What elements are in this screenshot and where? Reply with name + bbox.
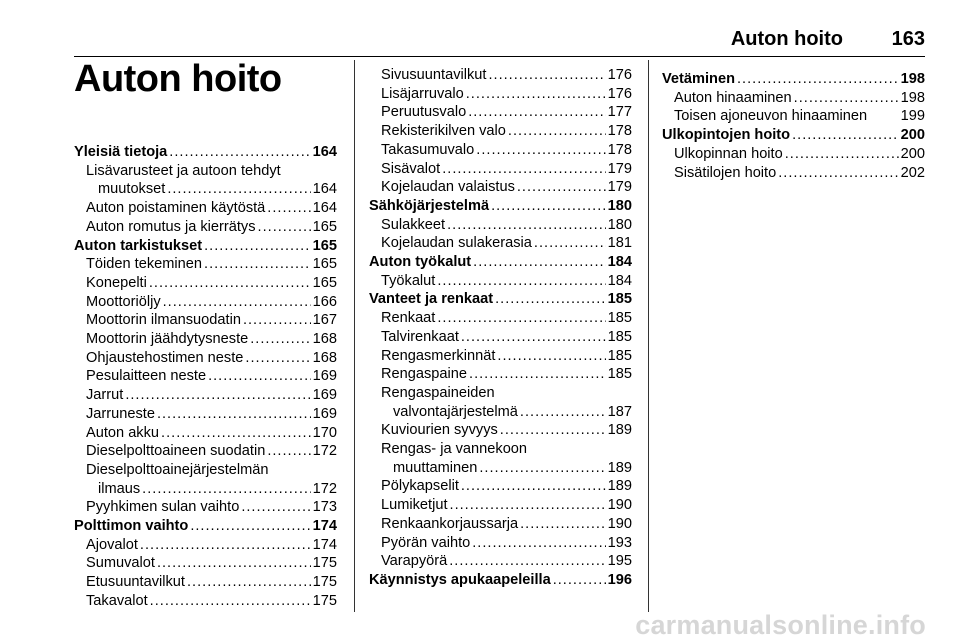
dot-leader: [241, 498, 310, 517]
toc-entry[interactable]: [369, 403, 632, 422]
dot-leader: [449, 552, 605, 571]
dot-leader: [461, 328, 606, 347]
toc-section-entry[interactable]: [369, 571, 632, 590]
toc-section-entry[interactable]: [74, 517, 337, 536]
toc-entry-label: Pölykapselit: [381, 478, 459, 495]
toc-entry-label: Auton työkalut: [369, 254, 472, 271]
toc-entry-label: muuttaminen: [393, 459, 478, 476]
toc-entry[interactable]: [662, 89, 925, 108]
toc-entry-page: 202: [900, 164, 925, 181]
toc-section-entry[interactable]: [369, 197, 632, 216]
dot-leader: [150, 592, 311, 611]
toc-entry-page: 195: [607, 553, 632, 570]
toc-entry[interactable]: [74, 480, 337, 499]
column-divider: [648, 60, 649, 612]
toc-entry-label: muutokset: [98, 181, 166, 198]
dot-leader: [437, 309, 605, 328]
dot-leader: [204, 255, 311, 274]
toc-entry-label: Kojelaudan valaistus: [381, 179, 515, 196]
toc-entry-page: 185: [607, 328, 632, 345]
dot-leader: [140, 536, 311, 555]
toc-section-entry[interactable]: [74, 237, 337, 256]
chapter-title: Auton hoito: [74, 58, 282, 100]
dot-leader: [169, 143, 310, 162]
toc-entry-page: 173: [312, 499, 337, 516]
toc-entry-label: Auton akku: [86, 424, 160, 441]
toc-entry-label: Ulkopinnan hoito: [674, 145, 783, 162]
toc-entry-page: 168: [312, 331, 337, 348]
dot-leader: [461, 477, 606, 496]
toc-entry[interactable]: [74, 442, 337, 461]
toc-entry[interactable]: [369, 496, 632, 515]
toc-entry[interactable]: [74, 330, 337, 349]
toc-entry[interactable]: [74, 180, 337, 199]
toc-entry-label: Sähköjärjestelmä: [369, 197, 490, 214]
toc-entry-label: Varapyörä: [381, 553, 448, 570]
toc-entry-label: Auton poistaminen käytöstä: [86, 200, 266, 217]
toc-section-entry[interactable]: [662, 126, 925, 145]
toc-entry[interactable]: [74, 218, 337, 237]
toc-entry-page: 185: [607, 310, 632, 327]
toc-entry-label: Ajovalot: [86, 536, 138, 553]
dot-leader: [267, 442, 310, 461]
toc-entry-label: Moottorin jäähdytysneste: [86, 331, 249, 348]
toc-entry[interactable]: [369, 66, 632, 85]
toc-entry-label: Auton hinaaminen: [674, 89, 792, 106]
toc-section-entry[interactable]: [74, 143, 337, 162]
toc-entry-label: Sisätilojen hoito: [674, 164, 777, 181]
dot-leader: [167, 180, 310, 199]
toc-entry-label: Sulakkeet: [381, 216, 446, 233]
toc-entry[interactable]: [74, 554, 337, 573]
toc-entry-page: 172: [312, 480, 337, 497]
dot-leader: [497, 347, 605, 366]
toc-entry[interactable]: [369, 216, 632, 235]
toc-entry[interactable]: [369, 178, 632, 197]
toc-entry-label: Talvirenkaat: [381, 328, 459, 345]
toc-entry-page: 185: [607, 347, 632, 364]
toc-column-3: [662, 70, 925, 182]
toc-entry[interactable]: [369, 421, 632, 440]
dot-leader: [149, 274, 311, 293]
dot-leader: [157, 554, 311, 573]
toc-section-entry[interactable]: [369, 253, 632, 272]
toc-entry-page: 165: [312, 274, 337, 291]
toc-entry-label: Polttimon vaihto: [74, 518, 189, 535]
toc-entry[interactable]: [369, 272, 632, 291]
toc-entry-page: 180: [607, 216, 632, 233]
toc-entry-page: 178: [607, 123, 632, 140]
toc-entry-label: Auton romutus ja kierrätys: [86, 218, 256, 235]
toc-entry[interactable]: [369, 459, 632, 478]
dot-leader: [495, 290, 606, 309]
toc-entry-label: Toisen ajoneuvon hinaaminen: [674, 108, 868, 125]
column-divider: [354, 60, 355, 612]
toc-entry-page: 165: [312, 256, 337, 273]
toc-entry-page: 174: [312, 518, 337, 535]
dot-leader: [245, 349, 310, 368]
toc-entry-page: 193: [607, 534, 632, 551]
toc-entry-label: Sumuvalot: [86, 555, 155, 572]
toc-entry[interactable]: [74, 424, 337, 443]
toc-entry-page: 179: [607, 160, 632, 177]
dot-leader: [468, 103, 605, 122]
toc-entry-label: Peruutusvalo: [381, 104, 467, 121]
toc-entry-label: Takasumuvalo: [381, 141, 475, 158]
dot-leader: [785, 145, 899, 164]
toc-entry[interactable]: [369, 328, 632, 347]
dot-leader: [447, 216, 606, 235]
toc-entry-page: 178: [607, 141, 632, 158]
toc-entry-page: 169: [312, 368, 337, 385]
dot-leader: [163, 293, 311, 312]
toc-entry[interactable]: [662, 164, 925, 183]
toc-entry[interactable]: [74, 461, 337, 480]
dot-leader: [520, 515, 606, 534]
toc-entry-label: Rengasmerkinnät: [381, 347, 496, 364]
dot-leader: [500, 421, 606, 440]
toc-entry-label: Kojelaudan sulakerasia: [381, 235, 532, 252]
toc-entry[interactable]: [369, 384, 632, 403]
toc-entry[interactable]: [74, 592, 337, 611]
toc-entry[interactable]: [369, 141, 632, 160]
toc-entry-page: 190: [607, 515, 632, 532]
toc-entry-page: 164: [312, 144, 337, 160]
toc-column-2: [369, 66, 632, 590]
dot-leader: [517, 178, 606, 197]
toc-entry-page: 198: [900, 71, 925, 87]
dot-leader: [187, 573, 311, 592]
dot-leader: [553, 571, 606, 590]
toc-column-1: [74, 143, 337, 611]
toc-entry-page: 200: [900, 127, 925, 144]
dot-leader: [737, 70, 899, 89]
dot-leader: [472, 534, 605, 553]
toc-entry-page: 176: [607, 85, 632, 102]
toc-entry-label: Lisäjarruvalo: [381, 85, 464, 102]
toc-entry-label: Lisävarusteet ja autoon tehdyt: [86, 162, 281, 179]
toc-entry-page: 172: [312, 443, 337, 460]
toc-entry[interactable]: [662, 145, 925, 164]
dot-leader: [450, 496, 606, 515]
dot-leader: [190, 517, 310, 536]
toc-entry[interactable]: [369, 160, 632, 179]
toc-entry[interactable]: [369, 477, 632, 496]
toc-entry-label: Jarrut: [86, 387, 124, 404]
dot-leader: [125, 386, 310, 405]
dot-leader: [208, 367, 311, 386]
toc-entry[interactable]: [369, 365, 632, 384]
dot-leader: [778, 164, 898, 183]
dot-leader: [534, 234, 606, 253]
dot-leader: [243, 311, 311, 330]
toc-entry-label: Rengas- ja vannekoon: [381, 441, 528, 458]
page-number: 163: [891, 28, 925, 50]
toc-entry-page: 174: [312, 536, 337, 553]
dot-leader: [488, 66, 605, 85]
toc-entry-page: 196: [607, 571, 632, 588]
toc-entry-label: Renkaankorjaussarja: [381, 515, 519, 532]
dot-leader: [491, 197, 606, 216]
toc-entry[interactable]: [74, 311, 337, 330]
toc-entry[interactable]: [74, 498, 337, 517]
toc-section-entry[interactable]: [662, 70, 925, 89]
toc-entry[interactable]: [662, 107, 925, 126]
toc-entry-page: 170: [312, 424, 337, 441]
toc-entry-page: 165: [312, 237, 337, 254]
toc-entry-label: valvontajärjestelmä: [393, 403, 518, 420]
running-title: Auton hoito: [730, 28, 843, 50]
toc-entry-page: 189: [607, 459, 632, 476]
toc-entry[interactable]: [74, 349, 337, 368]
toc-entry-label: Kuviourien syvyys: [381, 422, 498, 439]
toc-entry-label: Rengaspaine: [381, 366, 468, 383]
dot-leader: [267, 199, 310, 218]
toc-entry[interactable]: [369, 234, 632, 253]
toc-entry[interactable]: [369, 85, 632, 104]
toc-entry-page: 180: [607, 197, 632, 214]
toc-entry-label: Dieselpolttoaineen suodatin: [86, 443, 266, 460]
toc-entry[interactable]: [74, 199, 337, 218]
toc-entry-label: Jarruneste: [86, 405, 155, 422]
toc-entry-page: 185: [607, 366, 632, 383]
toc-entry-label: Ohjaustehostimen neste: [86, 349, 244, 366]
toc-entry-page: 166: [312, 293, 337, 310]
toc-entry-label: Renkaat: [381, 310, 436, 327]
toc-entry-label: Moottorin ilmansuodatin: [86, 312, 241, 329]
toc-section-entry[interactable]: [369, 290, 632, 309]
toc-entry[interactable]: [369, 534, 632, 553]
dot-leader: [142, 480, 310, 499]
toc-entry-page: 165: [312, 218, 337, 235]
toc-entry-page: 187: [607, 403, 632, 420]
toc-entry[interactable]: [74, 255, 337, 274]
toc-entry-page: 168: [312, 349, 337, 366]
toc-entry-page: 184: [607, 272, 632, 289]
toc-entry[interactable]: [369, 103, 632, 122]
dot-leader: [442, 160, 605, 179]
toc-entry[interactable]: [369, 440, 632, 459]
toc-entry-page: 198: [900, 89, 925, 106]
toc-entry-label: Sisävalot: [381, 160, 441, 177]
toc-entry-label: Takavalot: [86, 592, 148, 609]
dot-leader: [476, 141, 605, 160]
dot-leader: [204, 237, 311, 256]
toc-entry-page: 199: [900, 108, 925, 125]
toc-entry-label: Rengaspaineiden: [381, 384, 495, 401]
toc-entry-label: Pyyhkimen sulan vaihto: [86, 499, 240, 516]
toc-entry[interactable]: [369, 347, 632, 366]
toc-entry-label: Sivusuuntavilkut: [381, 67, 487, 83]
toc-entry-label: Käynnistys apukaapeleilla: [369, 571, 551, 588]
dot-leader: [258, 218, 311, 237]
running-header: [74, 26, 925, 57]
toc-entry-label: Vetäminen: [662, 71, 735, 87]
toc-entry-page: 164: [312, 181, 337, 198]
toc-entry-label: Töiden tekeminen: [86, 256, 203, 273]
toc-entry-page: 169: [312, 405, 337, 422]
toc-entry-page: 175: [312, 555, 337, 572]
toc-entry[interactable]: [74, 274, 337, 293]
toc-entry-page: 176: [607, 67, 632, 83]
toc-entry[interactable]: [369, 309, 632, 328]
watermark: carmanualsonline.info: [635, 610, 926, 640]
toc-entry-page: 175: [312, 574, 337, 591]
toc-entry-label: Rekisterikilven valo: [381, 123, 506, 140]
toc-entry-label: Pyörän vaihto: [381, 534, 471, 551]
dot-leader: [161, 424, 311, 443]
toc-entry-label: Etusuuntavilkut: [86, 574, 185, 591]
toc-entry-label: Ulkopintojen hoito: [662, 127, 791, 144]
toc-entry[interactable]: [369, 515, 632, 534]
toc-entry[interactable]: [74, 386, 337, 405]
toc-entry-page: 164: [312, 200, 337, 217]
toc-entry[interactable]: [74, 536, 337, 555]
toc-entry-label: ilmaus: [98, 480, 141, 497]
dot-leader: [466, 85, 606, 104]
toc-entry-page: 184: [607, 254, 632, 271]
toc-entry-page: 200: [900, 145, 925, 162]
toc-entry-page: 189: [607, 478, 632, 495]
toc-entry[interactable]: [369, 552, 632, 571]
dot-leader: [792, 126, 899, 145]
toc-entry-page: 189: [607, 422, 632, 439]
toc-entry-label: Yleisiä tietoja: [74, 144, 168, 160]
toc-entry[interactable]: [369, 122, 632, 141]
toc-entry-page: 181: [607, 235, 632, 252]
dot-leader: [794, 89, 899, 108]
toc-entry-page: 190: [607, 497, 632, 514]
toc-entry-label: Vanteet ja renkaat: [369, 291, 494, 308]
toc-entry-page: 185: [607, 291, 632, 308]
toc-entry-page: 167: [312, 312, 337, 329]
dot-leader: [508, 122, 606, 141]
dot-leader: [250, 330, 310, 349]
toc-entry-label: Työkalut: [381, 272, 436, 289]
toc-entry-label: Auton tarkistukset: [74, 237, 203, 254]
dot-leader: [157, 405, 311, 424]
dot-leader: [437, 272, 605, 291]
toc-entry-label: Lumiketjut: [381, 497, 448, 514]
dot-leader: [479, 459, 605, 478]
dot-leader: [520, 403, 606, 422]
toc-entry-page: 169: [312, 387, 337, 404]
dot-leader: [469, 365, 606, 384]
toc-entry-label: Konepelti: [86, 274, 147, 291]
toc-entry-label: Pesulaitteen neste: [86, 368, 207, 385]
toc-entry[interactable]: [74, 162, 337, 181]
toc-entry-page: 177: [607, 104, 632, 121]
toc-entry[interactable]: [74, 573, 337, 592]
toc-entry-page: 175: [312, 592, 337, 609]
dot-leader: [473, 253, 605, 272]
toc-entry[interactable]: [74, 293, 337, 312]
toc-entry[interactable]: [74, 367, 337, 386]
toc-entry-label: Moottoriöljy: [86, 293, 161, 310]
toc-entry-page: 179: [607, 179, 632, 196]
toc-entry-label: Dieselpolttoainejärjestelmän: [86, 461, 269, 478]
toc-entry[interactable]: [74, 405, 337, 424]
